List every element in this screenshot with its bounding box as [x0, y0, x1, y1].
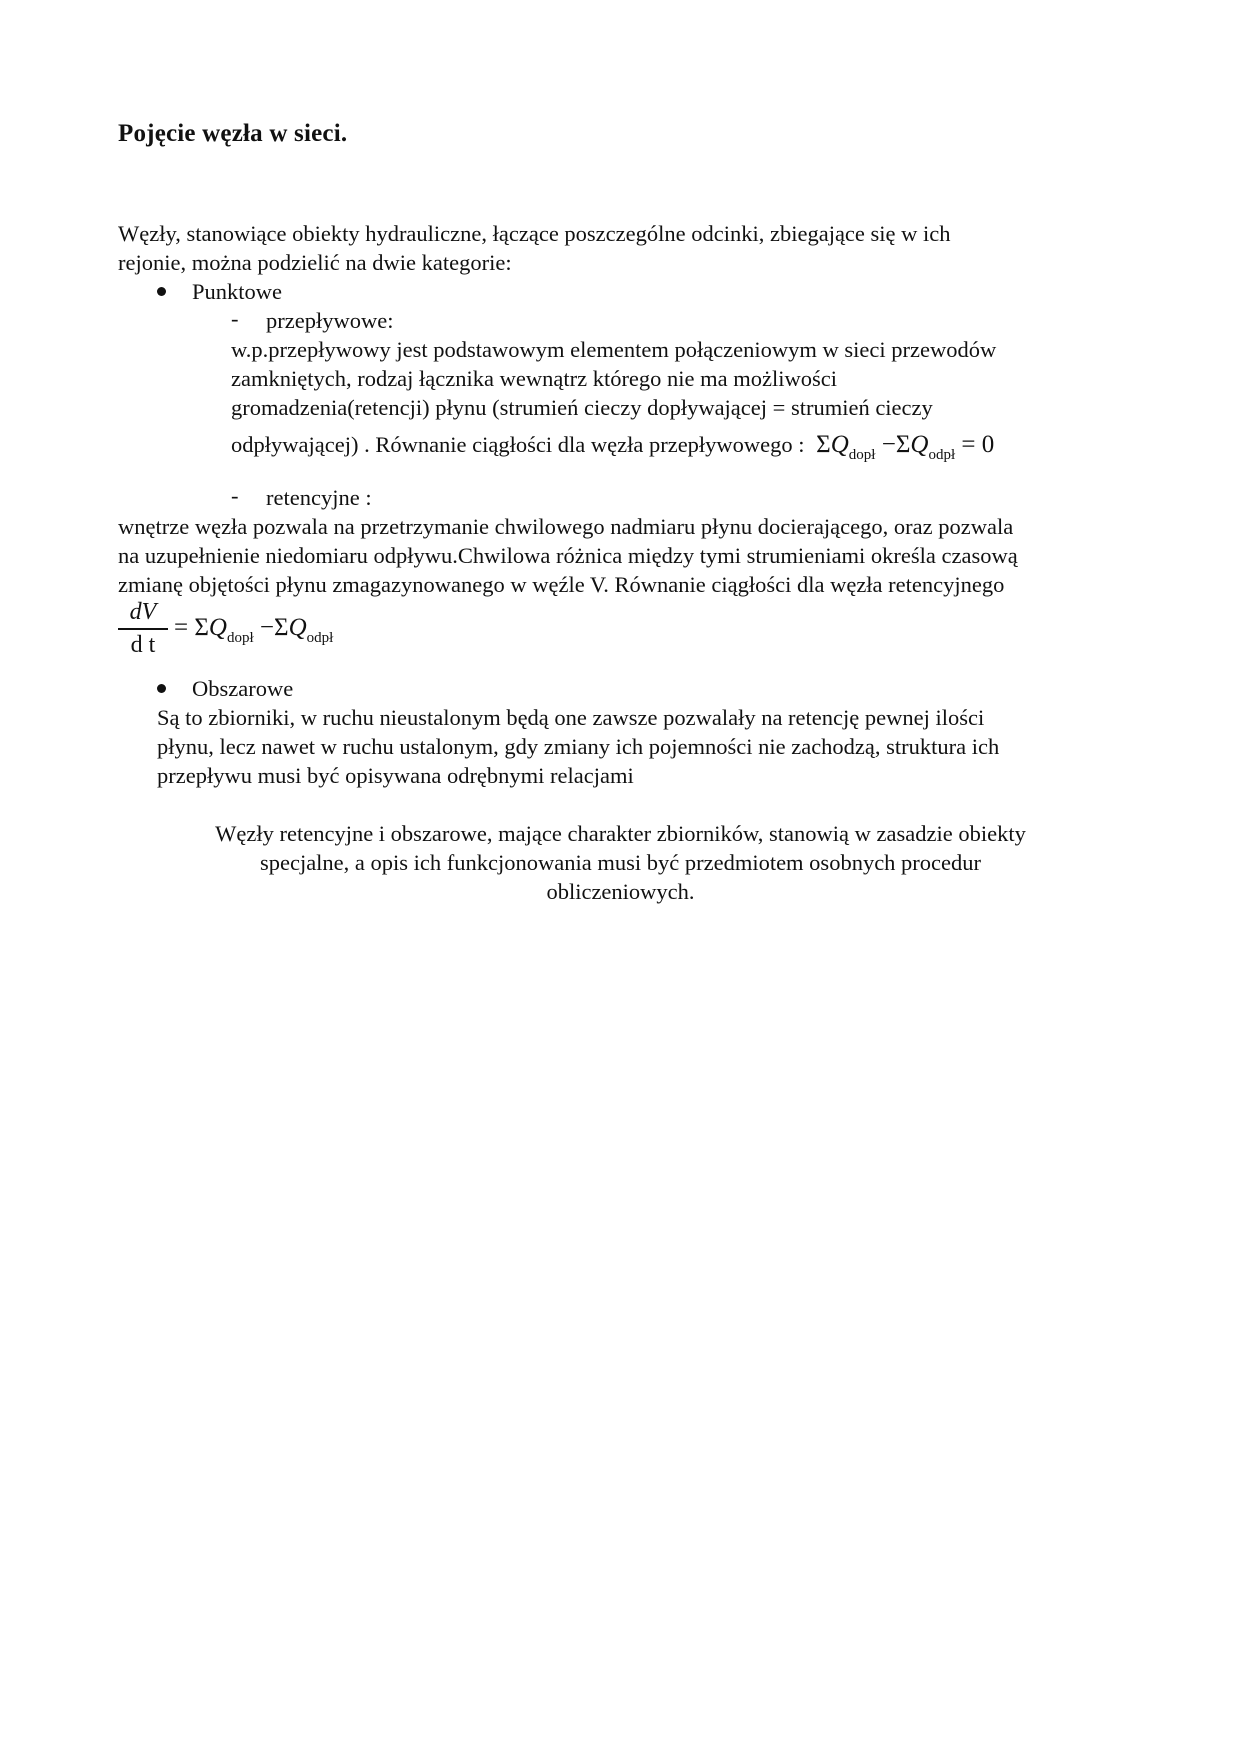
bullet-point-icon [157, 287, 166, 296]
q-symbol-2: Q [910, 431, 929, 458]
retention-label: retencyjne : [266, 485, 372, 510]
retention-line-2: na uzupełnienie niedomiaru odpływu.Chwilowa różnica między tymi strumieniami określa czasową [118, 543, 1018, 568]
dash-retention: - [231, 483, 239, 508]
flow-line-4-text: odpływającej) . Równanie ciągłości dla węzła przepływowego : [231, 432, 805, 457]
area-line-2: płynu, lecz nawet w ruchu ustalonym, gdy zmiany ich pojemności nie zachodzą, struktura ich [157, 734, 1000, 759]
sub-inflow-2: dopł [226, 630, 254, 646]
sub-inflow: dopł [848, 447, 876, 463]
sub-outflow-2: odpł [306, 630, 334, 646]
equals-symbol: = [174, 614, 189, 641]
sigma-symbol-3: Σ [194, 614, 209, 641]
q-symbol: Q [830, 431, 849, 458]
minus-symbol-2: − [259, 614, 275, 641]
flow-line-1: w.p.przepływowy jest podstawowym elementem połączeniowym w sieci przewodów [231, 337, 997, 362]
fraction-denominator: d t [130, 631, 156, 658]
sigma-symbol: Σ [816, 431, 831, 458]
bullet-label-area: Obszarowe [192, 676, 294, 701]
page-title: Pojęcie węzła w sieci. [118, 120, 348, 147]
retention-fraction [118, 598, 168, 658]
flow-line-4 [231, 430, 994, 470]
intro-line-1: Węzły, stanowiące obiekty hydrauliczne, łączące poszczególne odcinki, zbiegające się w ich [118, 221, 951, 246]
conclusion-line-3: obliczeniowych. [546, 879, 695, 904]
conclusion-line-1: Węzły retencyjne i obszarowe, mające charakter zbiorników, stanowią w zasadzie obiekty [215, 821, 1026, 846]
area-line-1: Są to zbiorniki, w ruchu nieustalonym będą one zawsze pozwalały na retencję pewnej ilości [157, 705, 985, 730]
minus-symbol: − [881, 431, 896, 458]
fraction-numerator: dV [129, 599, 157, 625]
flow-label: przepływowe: [266, 308, 394, 333]
retention-line-3: zmianę objętości płynu zmagazynowanego w węźle V. Równanie ciągłości dla węzła retencyjnego [118, 572, 1005, 597]
dash-flow: - [231, 306, 239, 331]
conclusion-line-2: specjalne, a opis ich funkcjonowania musi być przedmiotem osobnych procedur [259, 850, 982, 875]
fraction-bar [118, 628, 168, 630]
equation-rhs: = 0 [961, 431, 995, 458]
sigma-symbol-4: Σ [274, 614, 289, 641]
sub-outflow: odpł [928, 447, 956, 463]
bullet-label-point: Punktowe [192, 279, 282, 304]
sigma-symbol-2: Σ [895, 431, 911, 458]
retention-equation-rhs [174, 613, 333, 653]
flow-equation [816, 431, 995, 463]
intro-line-2: rejonie, można podzielić na dwie kategorie: [118, 250, 512, 275]
area-line-3: przepływu musi być opisywana odrębnymi relacjami [157, 763, 634, 788]
bullet-area-icon [157, 684, 166, 693]
q-symbol-3: Q [208, 614, 227, 641]
q-symbol-4: Q [288, 614, 307, 641]
flow-line-3: gromadzenia(retencji) płynu (strumień cieczy dopływającej = strumień cieczy [231, 395, 933, 420]
flow-line-2: zamkniętych, rodzaj łącznika wewnątrz którego nie ma możliwości [231, 366, 838, 391]
retention-line-1: wnętrze węzła pozwala na przetrzymanie chwilowego nadmiaru płynu docierającego, oraz pozwala [118, 514, 1014, 539]
